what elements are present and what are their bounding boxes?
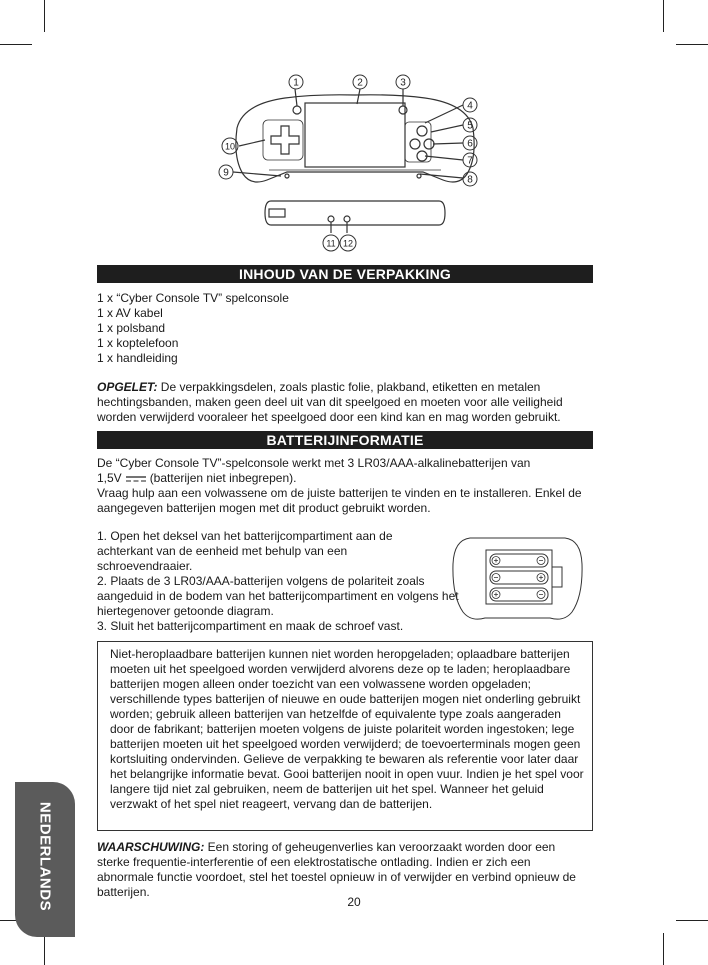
warning-label: WAARSCHUWING: <box>97 840 205 854</box>
crop-mark <box>676 920 708 921</box>
battery-compartment-diagram <box>450 534 585 624</box>
callout-2: 2 <box>357 77 363 89</box>
crop-mark <box>663 933 664 965</box>
warning-paragraph <box>97 840 579 900</box>
step-2: 2. Plaats de 3 LR03/AAA-batterijen volgens de polariteit zoals aangeduid in de bodem van het batterijcompartiment en volgens het hiertegenover getoonde diagram. <box>97 574 459 618</box>
callout-4: 4 <box>467 100 473 112</box>
list-item: 1 x koptelefoon <box>97 336 179 350</box>
battery-steps <box>97 529 459 634</box>
dc-symbol-icon <box>126 475 146 483</box>
caution-label: OPGELET: <box>97 380 158 394</box>
crop-mark <box>44 933 45 965</box>
step-1: 1. Open het deksel van het batterijcompartiment aan de achterkant van de eenheid met behulp van een schroevendraaier. <box>97 529 393 573</box>
page-number: 20 <box>347 895 361 909</box>
step-3: 3. Sluit het batterijcompartiment en maak de schroef vast. <box>97 619 404 633</box>
section-title-battery: BATTERIJINFORMATIE <box>97 431 593 449</box>
language-side-tab <box>15 782 75 937</box>
language-label: NEDERLANDS <box>36 801 54 912</box>
console-diagram <box>205 68 505 263</box>
callout-8: 8 <box>467 174 473 186</box>
battery-voltage: 1,5V <box>97 471 122 485</box>
list-item: 1 x “Cyber Console TV” spelconsole <box>97 291 289 305</box>
list-item: 1 x AV kabel <box>97 306 163 320</box>
battery-intro <box>97 456 597 516</box>
contents-list <box>97 291 597 366</box>
crop-mark <box>44 0 45 32</box>
list-item: 1 x polsband <box>97 321 166 335</box>
crop-mark <box>676 44 708 45</box>
section-title-contents: INHOUD VAN DE VERPAKKING <box>97 265 593 283</box>
warning-text: Een storing of geheugenverlies kan veroorzaakt worden door een sterke frequentie-interferentie of een elektrostatische ontlading. Indien er zich een abnormale functie voordoet, stel het toestel opnieuw in of verwijder en verbind opnieuw de batterijen. <box>97 840 576 899</box>
callout-1: 1 <box>293 77 299 89</box>
list-item: 1 x handleiding <box>97 351 178 365</box>
callout-6: 6 <box>467 138 473 150</box>
callout-7: 7 <box>467 155 473 167</box>
callout-11: 11 <box>326 238 336 249</box>
battery-intro-line: De “Cyber Console TV”-spelconsole werkt met 3 LR03/AAA-alkalinebatterijen van <box>97 456 531 470</box>
callout-3: 3 <box>400 77 406 89</box>
caution-paragraph <box>97 380 597 425</box>
crop-mark <box>663 0 664 32</box>
battery-warning-text: Niet-heroplaadbare batterijen kunnen niet worden heropgeladen; oplaadbare batterijen moeten uit het speelgoed worden verwijderd alvorens deze op te laden; heroplaadbare batterijen mogen alleen onder toezicht van een volwassene worden opgeladen; verschillende types batterijen of nieuwe en oude batterijen mogen niet onderling gebruikt worden; gebruik alleen batterijen van hetzelfde of equivalente type zoals aangeraden door de fabrikant; batterijen moeten volgens de juiste polariteit worden ingestoken; lege batterijen moeten uit het speelgoed worden verwijderd; de toevoerterminals mogen geen kortsluiting ondervinden. Gelieve de verpakking te bewaren als referentie voor later daar het belangrijke informatie bevat. Gooi batterijen nooit in open vuur. Indien je het spel voor langere tijd niet zal gebruiken, neem de batterijen uit het spel. Wanneer het geluid verzwakt of het spel niet reageert, vervang dan de batterijen. <box>110 647 584 811</box>
caution-text: De verpakkingsdelen, zoals plastic folie, plakband, etiketten en metalen hechtingsbanden, maken geen deel uit van dit speelgoed en moeten voor alle veiligheid worden verwijderd vooraleer het speelgoed door een kind kan en mag worden gebruikt. <box>97 380 563 424</box>
callout-9: 9 <box>223 167 229 179</box>
crop-mark <box>0 44 32 45</box>
battery-warning-box <box>97 641 593 831</box>
callout-5: 5 <box>467 120 473 132</box>
battery-intro-help: Vraag hulp aan een volwassene om de juiste batterijen te vinden en te installeren. Enkel de aangegeven batterijen mogen met dit product gebruikt worden. <box>97 486 582 515</box>
callout-12: 12 <box>342 238 354 249</box>
battery-intro-rest: (batterijen niet inbegrepen). <box>149 471 297 485</box>
callout-10: 10 <box>224 141 236 152</box>
